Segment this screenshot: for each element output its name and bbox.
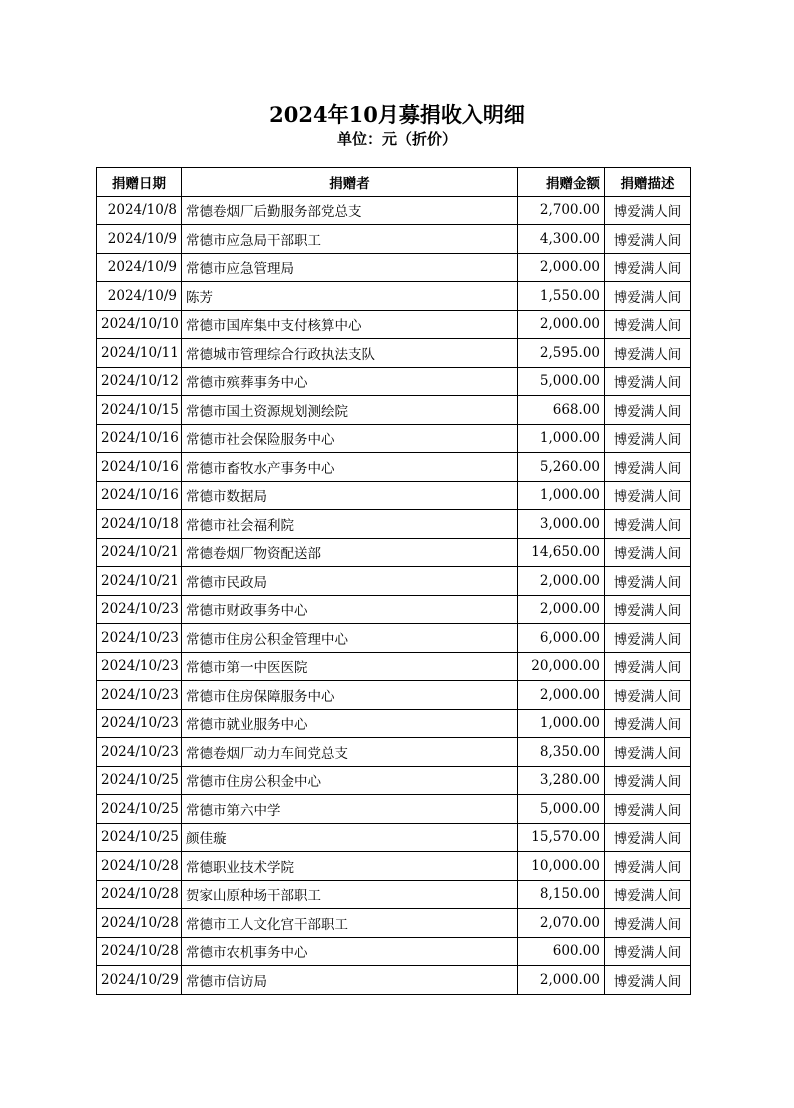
cell-donor: 常德卷烟厂后勤服务部党总支 bbox=[182, 196, 518, 225]
cell-donor: 常德市国土资源规划测绘院 bbox=[182, 396, 518, 425]
cell-amount: 5,000.00 bbox=[518, 795, 605, 824]
cell-donor: 常德市第一中医医院 bbox=[182, 652, 518, 681]
cell-date: 2024/10/23 bbox=[97, 681, 182, 710]
table-row bbox=[97, 538, 691, 567]
cell-donor: 常德市国库集中支付核算中心 bbox=[182, 310, 518, 339]
table-row bbox=[97, 909, 691, 938]
cell-donor: 常德市住房公积金中心 bbox=[182, 766, 518, 795]
cell-date: 2024/10/12 bbox=[97, 367, 182, 396]
cell-description: 博爱满人间 bbox=[605, 253, 691, 282]
table-header-row bbox=[97, 168, 691, 197]
cell-description: 博爱满人间 bbox=[605, 909, 691, 938]
header-donor: 捐赠者 bbox=[182, 168, 518, 197]
table-row bbox=[97, 282, 691, 311]
table-row bbox=[97, 880, 691, 909]
cell-description: 博爱满人间 bbox=[605, 225, 691, 254]
cell-description: 博爱满人间 bbox=[605, 738, 691, 767]
table-row bbox=[97, 681, 691, 710]
cell-date: 2024/10/9 bbox=[97, 282, 182, 311]
cell-amount: 5,000.00 bbox=[518, 367, 605, 396]
cell-description: 博爱满人间 bbox=[605, 681, 691, 710]
cell-amount: 1,000.00 bbox=[518, 709, 605, 738]
table-row bbox=[97, 766, 691, 795]
cell-description: 博爱满人间 bbox=[605, 567, 691, 596]
cell-date: 2024/10/25 bbox=[97, 766, 182, 795]
donation-table bbox=[96, 167, 691, 995]
cell-date: 2024/10/16 bbox=[97, 481, 182, 510]
cell-amount: 14,650.00 bbox=[518, 538, 605, 567]
cell-description: 博爱满人间 bbox=[605, 282, 691, 311]
cell-description: 博爱满人间 bbox=[605, 538, 691, 567]
cell-amount: 668.00 bbox=[518, 396, 605, 425]
cell-donor: 陈芳 bbox=[182, 282, 518, 311]
cell-description: 博爱满人间 bbox=[605, 453, 691, 482]
page-title: 2024年10月募捐收入明细 bbox=[269, 102, 525, 127]
table-row bbox=[97, 253, 691, 282]
cell-amount: 3,280.00 bbox=[518, 766, 605, 795]
cell-amount: 4,300.00 bbox=[518, 225, 605, 254]
cell-description: 博爱满人间 bbox=[605, 766, 691, 795]
table-row bbox=[97, 510, 691, 539]
cell-donor: 常德市农机事务中心 bbox=[182, 937, 518, 966]
cell-amount: 8,150.00 bbox=[518, 880, 605, 909]
cell-date: 2024/10/16 bbox=[97, 424, 182, 453]
table-row bbox=[97, 424, 691, 453]
cell-description: 博爱满人间 bbox=[605, 652, 691, 681]
cell-amount: 2,000.00 bbox=[518, 681, 605, 710]
cell-amount: 2,700.00 bbox=[518, 196, 605, 225]
table-row bbox=[97, 937, 691, 966]
cell-date: 2024/10/10 bbox=[97, 310, 182, 339]
table-row bbox=[97, 453, 691, 482]
cell-date: 2024/10/25 bbox=[97, 823, 182, 852]
cell-donor: 常德市社会福利院 bbox=[182, 510, 518, 539]
cell-description: 博爱满人间 bbox=[605, 481, 691, 510]
cell-donor: 贺家山原种场干部职工 bbox=[182, 880, 518, 909]
cell-description: 博爱满人间 bbox=[605, 966, 691, 995]
table-row bbox=[97, 624, 691, 653]
table-row bbox=[97, 966, 691, 995]
cell-donor: 常德市殡葬事务中心 bbox=[182, 367, 518, 396]
cell-description: 博爱满人间 bbox=[605, 510, 691, 539]
cell-donor: 颜佳璇 bbox=[182, 823, 518, 852]
header-date: 捐赠日期 bbox=[97, 168, 182, 197]
cell-description: 博爱满人间 bbox=[605, 624, 691, 653]
table-row bbox=[97, 225, 691, 254]
cell-donor: 常德市工人文化宫干部职工 bbox=[182, 909, 518, 938]
table-row bbox=[97, 852, 691, 881]
cell-date: 2024/10/25 bbox=[97, 795, 182, 824]
header-amount: 捐赠金额 bbox=[518, 168, 605, 197]
table-row bbox=[97, 795, 691, 824]
cell-donor: 常德市就业服务中心 bbox=[182, 709, 518, 738]
cell-amount: 2,070.00 bbox=[518, 909, 605, 938]
cell-amount: 2,000.00 bbox=[518, 966, 605, 995]
cell-description: 博爱满人间 bbox=[605, 396, 691, 425]
cell-date: 2024/10/28 bbox=[97, 852, 182, 881]
cell-date: 2024/10/9 bbox=[97, 253, 182, 282]
cell-amount: 2,000.00 bbox=[518, 595, 605, 624]
cell-donor: 常德城市管理综合行政执法支队 bbox=[182, 339, 518, 368]
table-row bbox=[97, 196, 691, 225]
table-row bbox=[97, 339, 691, 368]
cell-description: 博爱满人间 bbox=[605, 709, 691, 738]
cell-amount: 1,550.00 bbox=[518, 282, 605, 311]
cell-description: 博爱满人间 bbox=[605, 367, 691, 396]
cell-date: 2024/10/29 bbox=[97, 966, 182, 995]
cell-description: 博爱满人间 bbox=[605, 339, 691, 368]
table-row bbox=[97, 652, 691, 681]
cell-description: 博爱满人间 bbox=[605, 424, 691, 453]
unit-subtitle: 单位：元（折价） bbox=[336, 130, 457, 148]
cell-date: 2024/10/23 bbox=[97, 595, 182, 624]
cell-date: 2024/10/15 bbox=[97, 396, 182, 425]
table-row bbox=[97, 738, 691, 767]
table-row bbox=[97, 310, 691, 339]
cell-amount: 600.00 bbox=[518, 937, 605, 966]
cell-donor: 常德职业技术学院 bbox=[182, 852, 518, 881]
table-body bbox=[97, 196, 691, 994]
cell-amount: 2,000.00 bbox=[518, 310, 605, 339]
cell-donor: 常德市信访局 bbox=[182, 966, 518, 995]
cell-date: 2024/10/18 bbox=[97, 510, 182, 539]
cell-description: 博爱满人间 bbox=[605, 595, 691, 624]
cell-date: 2024/10/8 bbox=[97, 196, 182, 225]
cell-description: 博爱满人间 bbox=[605, 310, 691, 339]
cell-donor: 常德市住房保障服务中心 bbox=[182, 681, 518, 710]
table-row bbox=[97, 481, 691, 510]
cell-donor: 常德市第六中学 bbox=[182, 795, 518, 824]
cell-donor: 常德市财政事务中心 bbox=[182, 595, 518, 624]
cell-amount: 1,000.00 bbox=[518, 481, 605, 510]
cell-description: 博爱满人间 bbox=[605, 823, 691, 852]
cell-donor: 常德市住房公积金管理中心 bbox=[182, 624, 518, 653]
cell-date: 2024/10/28 bbox=[97, 909, 182, 938]
cell-donor: 常德市数据局 bbox=[182, 481, 518, 510]
cell-amount: 5,260.00 bbox=[518, 453, 605, 482]
cell-amount: 15,570.00 bbox=[518, 823, 605, 852]
cell-donor: 常德市应急局干部职工 bbox=[182, 225, 518, 254]
cell-amount: 2,000.00 bbox=[518, 253, 605, 282]
cell-donor: 常德卷烟厂动力车间党总支 bbox=[182, 738, 518, 767]
cell-date: 2024/10/11 bbox=[97, 339, 182, 368]
cell-description: 博爱满人间 bbox=[605, 880, 691, 909]
cell-donor: 常德市民政局 bbox=[182, 567, 518, 596]
cell-date: 2024/10/28 bbox=[97, 937, 182, 966]
cell-date: 2024/10/16 bbox=[97, 453, 182, 482]
cell-amount: 3,000.00 bbox=[518, 510, 605, 539]
cell-date: 2024/10/23 bbox=[97, 652, 182, 681]
cell-donor: 常德市畜牧水产事务中心 bbox=[182, 453, 518, 482]
cell-amount: 6,000.00 bbox=[518, 624, 605, 653]
table-row bbox=[97, 709, 691, 738]
cell-date: 2024/10/21 bbox=[97, 538, 182, 567]
table-row bbox=[97, 823, 691, 852]
cell-date: 2024/10/28 bbox=[97, 880, 182, 909]
cell-amount: 8,350.00 bbox=[518, 738, 605, 767]
cell-date: 2024/10/23 bbox=[97, 738, 182, 767]
cell-description: 博爱满人间 bbox=[605, 937, 691, 966]
cell-amount: 2,595.00 bbox=[518, 339, 605, 368]
table-row bbox=[97, 595, 691, 624]
cell-donor: 常德市应急管理局 bbox=[182, 253, 518, 282]
header-description: 捐赠描述 bbox=[605, 168, 691, 197]
cell-donor: 常德市社会保险服务中心 bbox=[182, 424, 518, 453]
cell-description: 博爱满人间 bbox=[605, 196, 691, 225]
cell-amount: 1,000.00 bbox=[518, 424, 605, 453]
cell-date: 2024/10/9 bbox=[97, 225, 182, 254]
cell-description: 博爱满人间 bbox=[605, 852, 691, 881]
cell-date: 2024/10/23 bbox=[97, 709, 182, 738]
table-row bbox=[97, 367, 691, 396]
table-row bbox=[97, 567, 691, 596]
cell-amount: 10,000.00 bbox=[518, 852, 605, 881]
cell-amount: 20,000.00 bbox=[518, 652, 605, 681]
table-row bbox=[97, 396, 691, 425]
cell-description: 博爱满人间 bbox=[605, 795, 691, 824]
cell-amount: 2,000.00 bbox=[518, 567, 605, 596]
cell-date: 2024/10/23 bbox=[97, 624, 182, 653]
cell-donor: 常德卷烟厂物资配送部 bbox=[182, 538, 518, 567]
cell-date: 2024/10/21 bbox=[97, 567, 182, 596]
